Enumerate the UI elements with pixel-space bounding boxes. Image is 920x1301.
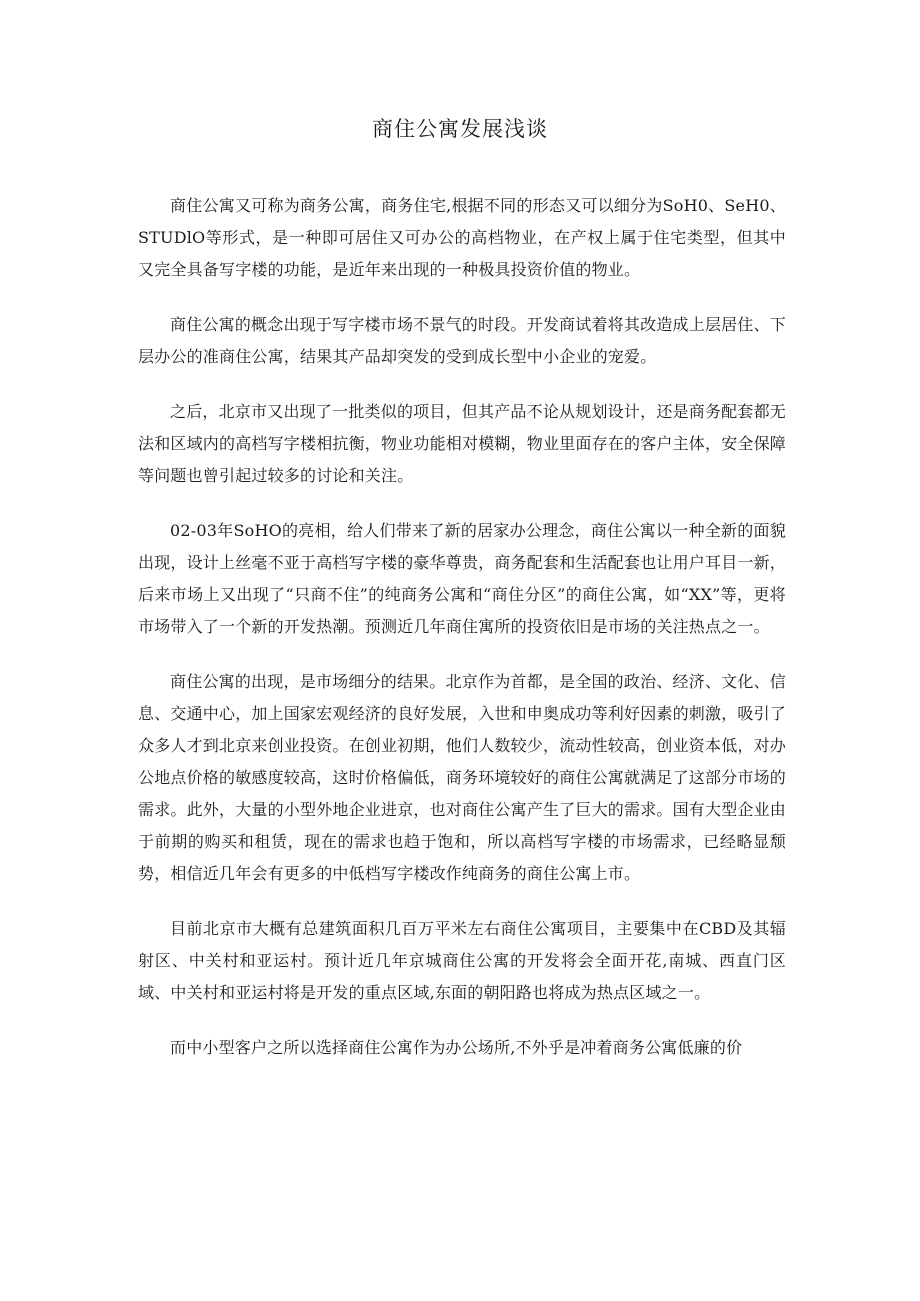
document-title: 商住公寓发展浅谈 — [372, 117, 548, 141]
paragraph-7: 而中小型客户之所以选择商住公寓作为办公场所,不外乎是冲着商务公寓低廉的价 — [170, 1038, 743, 1057]
document-body — [138, 190, 786, 1064]
paragraph-2: 商住公寓的概念出现于写字楼市场不景气的时段。开发商试着将其改造成上层居住、下层办公的准商住公寓，结果其产品却突发的受到成长型中小企业的宠爱。 — [138, 315, 786, 366]
paragraph-3: 之后，北京市又出现了一批类似的项目，但其产品不论从规划设计，还是商务配套都无法和区域内的高档写字楼相抗衡，物业功能相对模糊，物业里面存在的客户主体，安全保障等问题也曾引起过较多的讨论和关注。 — [138, 402, 787, 485]
paragraph-5: 商住公寓的出现，是市场细分的结果。北京作为首都，是全国的政治、经济、文化、信息、交通中心，加上国家宏观经济的良好发展，入世和申奥成功等利好因素的刺激，吸引了众多人才到北京来创业投资。在创业初期，他们人数较少，流动性较高，创业资本低，对办公地点价格的敏感度较高，这时价格偏低，商务环境较好的商住公寓就满足了这部分市场的需求。此外，大量的小型外地企业进京，也对商住公寓产生了巨大的需求。国有大型企业由于前期的购买和租赁，现在的需求也趋于饱和，所以高档写字楼的市场需求，已经略显颓势，相信近几年会有更多的中低档写字楼改作纯商务的商住公寓上市。 — [138, 672, 787, 883]
paragraph-1: 商住公寓又可称为商务公寓，商务住宅,根据不同的形态又可以细分为SoH0、SeH0、STUDlO等形式，是一种即可居住又可办公的高档物业，在产权上属于住宅类型，但其中又完全具备写字楼的功能，是近年来出现的一种极具投资价值的物业。 — [138, 196, 786, 279]
paragraph-4: 02-03年SoHO的亮相，给人们带来了新的居家办公理念，商住公寓以一种全新的面貌出现，设计上丝毫不亚于高档写字楼的豪华尊贵，商务配套和生活配套也让用户耳目一新，后来市场上又出现了“只商不住”的纯商务公寓和“商住分区”的商住公寓，如“XX”等，更将市场带入了一个新的开发热潮。预测近几年商住寓所的投资依旧是市场的关注热点之一。 — [138, 521, 787, 636]
paragraph-6: 目前北京市大概有总建筑面积几百万平米左右商住公寓项目，主要集中在CBD及其辐射区、中关村和亚运村。预计近几年京城商住公寓的开发将会全面开花,南城、西直门区域、中关村和亚运村将是开发的重点区域,东面的朝阳路也将成为热点区域之一。 — [138, 919, 786, 1002]
